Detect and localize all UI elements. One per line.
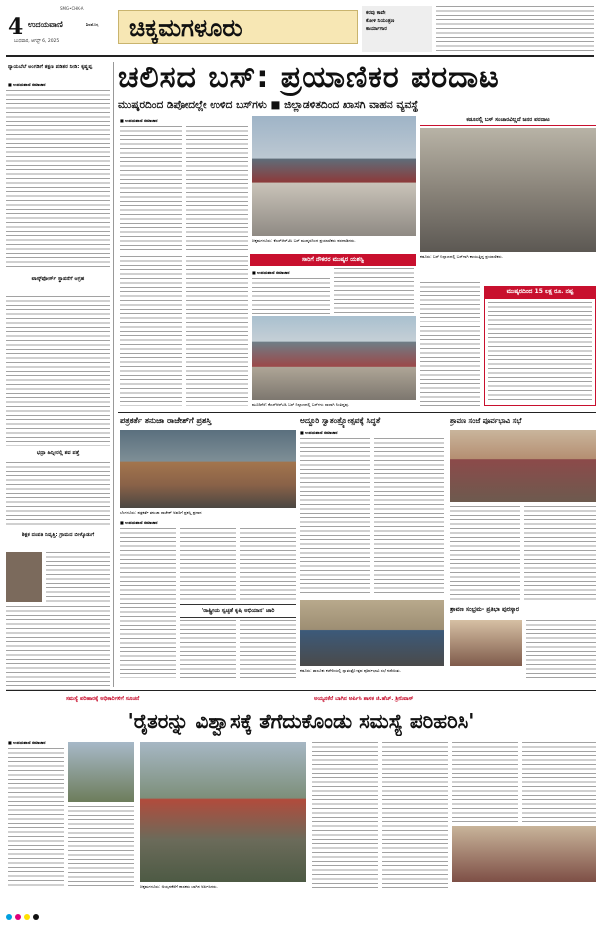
lead-subhead: ಮುಷ್ಕರದಿಂದ ಡಿಪೋದಲ್ಲೇ ಉಳಿದ ಬಸ್‌ಗಳು ■ ಜಿಲ್ಲಾಡಳಿತದಿಂದ ಖಾಸಗಿ ವಾಹನ ವ್ಯವಸ್ಥೆ	[118, 99, 419, 111]
left-divider	[113, 62, 114, 687]
left-headline-2: ಟಾಸ್ಕ್‌ಫೋರ್ಸ್ ಸ್ಥಾಪನೆಗೆ ಆಗ್ರಹ	[31, 276, 85, 282]
caption-meeting: ಕಡೂರು: ತಾಲೂಕು ಕಚೇರಿಯಲ್ಲಿ ಸ್ವಾತಂತ್ರ್ಯೋತ್ಸವ ಪೂರ್ವಭಾವಿ ಸಭೆ ನಡೆಯಿತು.	[300, 668, 401, 673]
bottom-headline: 'ರೈತರನ್ನು ವಿಶ್ವಾಸಕ್ಕೆ ತೆಗೆದುಕೊಂಡು ಸಮಸ್ಯೆ ಪರಿಹರಿಸಿ'	[127, 709, 475, 733]
award-photo	[120, 430, 296, 508]
ad-box: ಕರವು ಕಾವೇ ಕೋಳಿ ನಿಯಂತ್ರಣ ಕಾರ್ಯಾಗಾರ	[362, 6, 432, 52]
lead-byline: ■ ಉದಯವಾಣಿ ಸಮಾಚಾರ	[120, 118, 158, 123]
shravana-photo	[450, 430, 596, 502]
lead-col-7	[420, 282, 480, 322]
kicker-left: ಸಮಸ್ಯೆ ಪರಿಹಾರಕ್ಕೆ ಅಧಿಕಾರಿಗಳಿಗೆ ಸೂಚನೆ	[66, 696, 140, 702]
independence-col-2	[374, 438, 444, 596]
color-registration-bar	[6, 914, 596, 922]
page-number: 4	[8, 14, 24, 40]
bottom-byline: ■ ಉದಯವಾಣಿ ಸಮಾಚಾರ	[8, 740, 46, 745]
independence-headline: ಅದ್ದೂರಿ ಸ್ವಾತಂತ್ರ್ಯೋತ್ಸವಕ್ಕೆ ಸಿದ್ಧತೆ	[300, 416, 381, 425]
right-strip-title: ಕಡೂರಲ್ಲಿ ಬಸ್ ಸಂಚಾರವಿಲ್ಲದೆ ಜನರ ಪರದಾಟ	[420, 116, 596, 126]
lead-col-2	[186, 126, 248, 251]
pratibha-headline: ಶ್ರಾವಣ ಸಂಭ್ರಮ- ಪ್ರತಿಭಾ ಪುರಸ್ಕಾರ	[450, 606, 520, 613]
masthead-brief	[436, 6, 594, 52]
lead-col-3	[252, 278, 330, 314]
bus-depot-photo	[252, 116, 416, 236]
left-text-5	[6, 606, 110, 690]
bottom-col-3	[312, 742, 378, 888]
pratibha-photo	[450, 620, 522, 666]
swachh-col-1	[180, 620, 236, 678]
lead-col-6	[186, 256, 248, 406]
section-banner	[118, 10, 358, 44]
paper-sub: ಶಿವಮೊಗ್ಗ	[86, 22, 99, 27]
loss-text	[488, 302, 592, 402]
shravana-col-1	[450, 506, 520, 602]
teacher-photo	[6, 552, 42, 602]
bottom-col-6	[522, 742, 596, 822]
caption-kadur: ಕಡೂರು: ಬಸ್ ನಿಲ್ದಾಣದಲ್ಲಿ ಬಸ್‌ಗಾಗಿ ಕಾಯುತ್ತಿದ್ದ ಪ್ರಯಾಣಿಕರು.	[420, 254, 503, 259]
paper-name: ಉದಯವಾಣಿ	[28, 20, 63, 29]
shravana-headline: ಶ್ರಾವಣ ಸಂಜೆ ಪೂರ್ವಭಾವಿ ಸಭೆ	[450, 417, 522, 425]
masthead	[0, 0, 600, 60]
swachh-col-2	[240, 620, 296, 678]
left-text-1	[6, 90, 110, 270]
masthead-rule	[6, 55, 594, 57]
lead-col-5	[120, 256, 182, 406]
left-text-4	[46, 552, 110, 602]
bottom-col-4	[382, 742, 448, 888]
bottom-col-5	[452, 742, 518, 822]
left-headline-3: ಭದ್ರಾ ಹಿನ್ನೀರಲ್ಲಿ ಶವ ಪತ್ತೆ	[36, 450, 80, 456]
red-box-loss: ಮುಷ್ಕರದಿಂದ 15 ಲಕ್ಷ ರೂ. ನಷ್ಟ	[484, 286, 596, 298]
mid-rule	[118, 412, 596, 413]
swachh-headline: 'ರಾಷ್ಟ್ರೀಯ ಸ್ವಚ್ಛತೆ ಕೃಷಿ ಅಭಿಯಾನ' ಜಾರಿ	[180, 604, 296, 618]
award-col-3	[240, 528, 296, 602]
lead-byline-2: ■ ಉದಯವಾಣಿ ಸಮಾಚಾರ	[252, 270, 290, 275]
lead-col-8	[420, 326, 480, 406]
left-headline-1: ನ್ಯಾಯಬೆಲೆ ಅಂಗಡಿಗೆ ತಕ್ಷಣ ಪಡಿತರ ನೀಡಿ: ಕೃಷ್ಣಪ್ಪ	[8, 64, 93, 70]
left-column	[6, 60, 110, 690]
shravana-col-2	[524, 506, 596, 602]
ayyanakere-photo-main	[140, 742, 306, 882]
lead-headline: ಚಲಿಸದ ಬಸ್: ಪ್ರಯಾಣಿಕರ ಪರದಾಟ	[118, 60, 500, 95]
section-title: ಚಿಕ್ಕಮಗಳೂರು	[129, 14, 243, 42]
meeting-photo	[300, 600, 444, 666]
red-box-strike: ಸಾರಿಗೆ ನೌಕರರ ಮುಷ್ಕರ ಯಶಸ್ವಿ	[250, 254, 416, 266]
caption-award: ಬೆಂಗಳೂರು: ಪತ್ರಕರ್ತೆ ತನುಜಾ ರಾಜೇಶ್ ಅವರಿಗೆ ಪ್ರಶಸ್ತಿ ಪ್ರದಾನ	[120, 510, 202, 515]
mudigere-bus-photo	[252, 316, 416, 400]
bottom-col-2	[68, 806, 134, 888]
caption-ayyanakere: ಚಿಕ್ಕಮಗಳೂರು: ಅಯ್ಯನಕೆರೆಗೆ ಶಾಸಕರು ಬಾಗಿನ ಅರ್ಪಿಸಿದರು.	[140, 884, 218, 889]
bottom-kicker	[6, 694, 596, 705]
ayyanakere-photo-left	[68, 742, 134, 802]
date: ಬುಧವಾರ, ಆಗಸ್ಟ್ 6, 2025	[14, 39, 60, 44]
pratibha-text	[526, 620, 596, 678]
left-headline-4: ಶಿಕ್ಷಕ ದಂಪತಿ ನಿವೃತ್ತಿ: ಗ್ರಾಮದ ಬೀಳ್ಕೊಡುಗೆ	[21, 532, 95, 538]
bottom-right-photo	[452, 826, 596, 882]
lead-col-4	[334, 268, 414, 314]
bottom-rule	[6, 690, 596, 691]
kadur-busstand-photo	[420, 128, 596, 252]
award-byline: ■ ಉದಯವಾಣಿ ಸಮಾಚಾರ	[120, 520, 158, 525]
left-text-2	[6, 296, 110, 446]
loss-box	[484, 298, 596, 406]
right-strip-box	[420, 116, 596, 278]
independence-byline: ■ ಉದಯವಾಣಿ ಸಮಾಚಾರ	[300, 430, 338, 435]
kicker-right: ಅಯ್ಯನಕೆರೆ ಬಾಗಿನ ಅರ್ಪಿಸಿ ಶಾಸಕ ಜಿ.ಹೆಚ್. ಶ್ರೀನಿವಾಸ್	[314, 696, 414, 702]
independence-col-1	[300, 438, 370, 596]
caption-mudigere: ಮೂಡಿಗೆರೆ: ಕೆಎಸ್‌ಆರ್‌ಟಿಸಿ ಬಸ್ ನಿಲ್ದಾಣದಲ್ಲಿ ಬಸ್‌ಗಳು ಸಾಲಾಗಿ ನಿಂತಿದ್ದವು.	[252, 402, 350, 407]
award-col-1	[120, 528, 176, 678]
award-headline: ಪತ್ರಕರ್ತೆ ತನುಜಾ ರಾಜೇಶ್‌ಗೆ ಪ್ರಶಸ್ತಿ	[120, 416, 212, 425]
bottom-col-1	[8, 748, 64, 888]
left-text-3	[6, 462, 110, 528]
edition-code: SMG•CHK-A	[60, 6, 84, 11]
caption-bus-depot: ಚಿಕ್ಕಮಗಳೂರು: ಕೆಎಸ್‌ಆರ್‌ಟಿಸಿ ಬಸ್ ಮುಷ್ಕರದಿಂದ ಪ್ರಯಾಣಿಕರು ಪರದಾಡಿದರು.	[252, 238, 356, 243]
left-byline: ■ ಉದಯವಾಣಿ ಸಮಾಚಾರ	[8, 82, 46, 87]
lead-col-1	[120, 126, 182, 251]
award-col-2	[180, 528, 236, 602]
